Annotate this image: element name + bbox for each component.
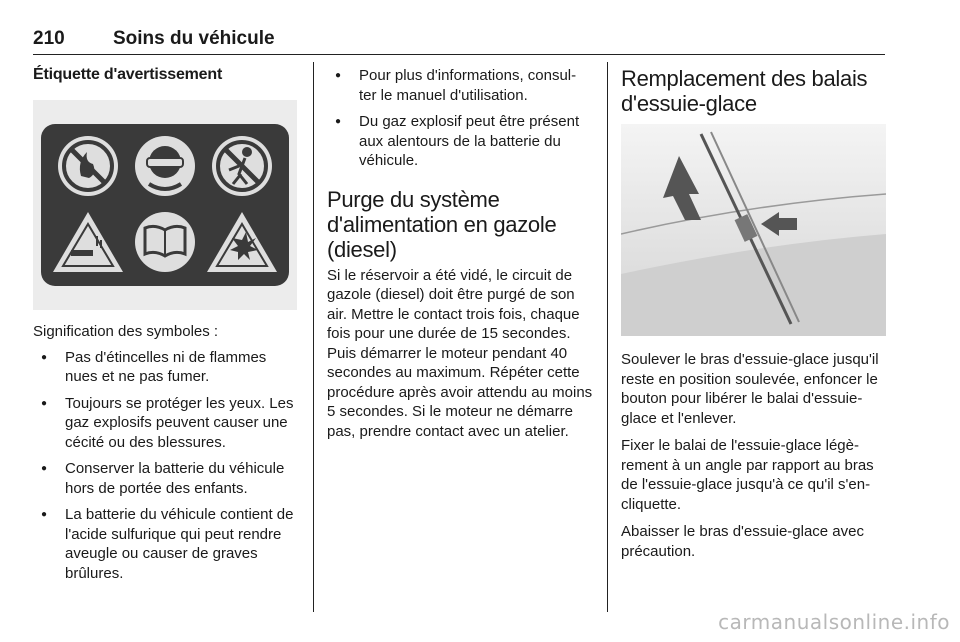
column-divider [313, 62, 314, 612]
column-2 [327, 62, 593, 441]
section-heading: Étiquette d'avertissement [33, 66, 223, 83]
page-header [33, 28, 885, 55]
battery-notes-list [327, 66, 593, 171]
column-1 [33, 62, 299, 590]
list-item: ● Pas d'étincelles ni de flammes nues et ne pas fumer. [33, 348, 299, 387]
manual-book-icon [135, 212, 195, 272]
list-item: ● Pour plus d'informations, consul-ter le manuel d'utilisation. [327, 66, 593, 105]
purge-paragraph: Si le réservoir a été vidé, le circuit de gazole (diesel) doit être purgé de son air. Mettre le contact trois fois, chaque fois pour une durée de 15 secondes. Puis démarrer le moteur pendant 40 secondes au maximum. Répéter cette procédure après avoir attendu au moins 5 secondes. Si le moteur ne démarre pas, prendre contact avec un atelier. [327, 266, 593, 440]
warning-label-illustration [33, 100, 297, 310]
wiper-paragraph: Soulever le bras d'essuie-glace jusqu'il reste en position soulevée, enfoncer le bouton pour libérer le balai d'essuie-glace et l'enlever. [621, 351, 879, 427]
wiper-illustration [621, 124, 886, 336]
wiper-paragraph: Abaisser le bras d'essuie-glace avec précaution. [621, 523, 864, 560]
wiper-paragraph: Fixer le balai de l'essuie-glace légè-rement à un angle par rapport au bras de l'essuie-glace jusqu'à ce qu'il s'en-cliquette. [621, 437, 874, 513]
section-heading: Remplacement des balais d'essuie-glace [621, 66, 868, 116]
list-item: ● Conserver la batterie du véhicule hors de portée des enfants. [33, 459, 299, 498]
symbols-list [33, 348, 299, 584]
list-item: ● Toujours se protéger les yeux. Les gaz explosifs peuvent causer une cécité ou des blessures. [33, 394, 299, 453]
watermark: carmanualsonline.info [718, 610, 950, 634]
column-divider [607, 62, 608, 612]
list-item: ● Du gaz explosif peut être présent aux alentours de la batterie du véhicule. [327, 112, 593, 171]
section-heading: Purge du système d'alimentation en gazole (diesel) [327, 186, 557, 262]
no-flame-icon [58, 136, 118, 196]
page-title: Soins du véhicule [113, 28, 275, 49]
column-3 [621, 62, 886, 561]
list-item: ● La batterie du véhicule contient de l'acide sulfurique qui peut rendre aveugle ou causer de graves brûlures. [33, 505, 299, 583]
page-number: 210 [33, 28, 65, 49]
wiper-figure [621, 124, 886, 336]
symbols-intro: Signification des symboles : [33, 323, 219, 340]
keep-children-away-icon [212, 136, 272, 196]
eye-protection-icon [135, 136, 195, 196]
warning-label-figure [33, 100, 297, 310]
